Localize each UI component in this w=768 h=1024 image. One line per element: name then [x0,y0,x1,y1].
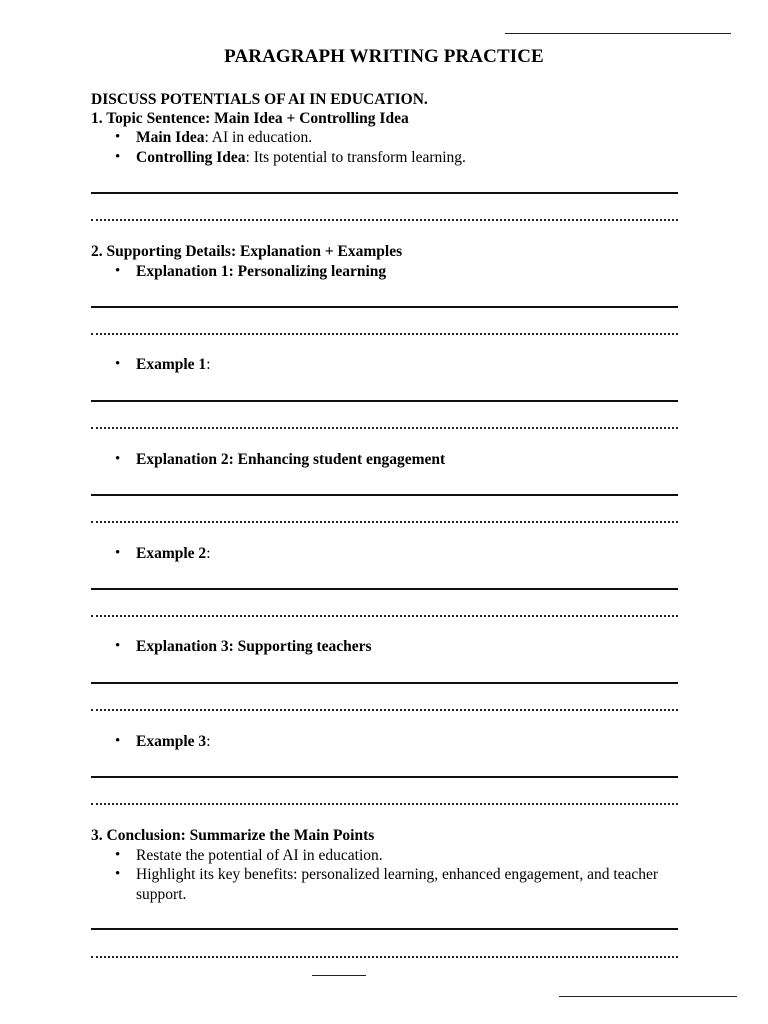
example-2 [136,544,211,563]
main-idea-label: Main Idea [136,129,205,146]
answer-line[interactable] [91,928,678,930]
answer-line[interactable] [91,306,678,308]
bullet-icon: • [115,149,121,165]
answer-line-dotted[interactable] [91,615,678,617]
footer-signature-line[interactable] [559,996,737,997]
controlling-idea-text: : Its potential to transform learning. [245,149,466,166]
answer-line-dotted[interactable] [91,709,678,711]
bullet-icon: • [115,451,121,467]
section-1-heading: 1. Topic Sentence: Main Idea + Controlling Idea [91,110,409,127]
explanation-3: Explanation 3: Supporting teachers [136,638,372,655]
answer-line[interactable] [91,776,678,778]
bullet-icon: • [115,638,121,654]
answer-line[interactable] [91,494,678,496]
bullet-icon: • [115,545,121,561]
controlling-idea-label: Controlling Idea [136,149,246,166]
main-idea-item [136,128,312,147]
explanation-1: Explanation 1: Personalizing learning [136,263,387,280]
answer-line-dotted[interactable] [91,427,678,429]
example-2-colon: : [206,545,211,562]
conclusion-bullet-1: Restate the potential of AI in education. [136,847,383,864]
section-2-heading: 2. Supporting Details: Explanation + Examples [91,243,403,260]
bullet-icon: • [115,847,121,863]
name-line[interactable] [505,33,731,34]
answer-line[interactable] [91,192,678,194]
bullet-icon: • [115,129,121,145]
bullet-icon: • [115,733,121,749]
answer-line-dotted[interactable] [91,219,678,221]
answer-line-dotted[interactable] [91,521,678,523]
example-2-label: Example 2 [136,545,207,562]
conclusion-bullet-2: Highlight its key benefits: personalized learning, enhanced engagement, and teacher support. [136,866,659,903]
bullet-icon: • [115,356,121,372]
answer-line[interactable] [91,400,678,402]
answer-line-dotted[interactable] [91,956,678,958]
answer-line[interactable] [91,588,678,590]
bullet-icon: • [115,866,121,882]
controlling-idea-item [136,148,466,167]
answer-line[interactable] [91,682,678,684]
example-1-label: Example 1 [136,356,207,373]
example-3 [136,732,211,751]
example-3-label: Example 3 [136,733,207,750]
main-idea-text: : AI in education. [204,129,313,146]
example-1-colon: : [206,356,211,373]
answer-line-dotted[interactable] [91,333,678,335]
bullet-icon: • [115,263,121,279]
example-3-colon: : [206,733,211,750]
section-3-heading: 3. Conclusion: Summarize the Main Points [91,827,375,844]
footer-short-line [312,975,366,976]
explanation-2: Explanation 2: Enhancing student engagement [136,451,446,468]
answer-line-dotted[interactable] [91,803,678,805]
page-title: PARAGRAPH WRITING PRACTICE [224,46,544,67]
example-1 [136,355,211,374]
writing-prompt: DISCUSS POTENTIALS OF AI IN EDUCATION. [91,91,428,108]
